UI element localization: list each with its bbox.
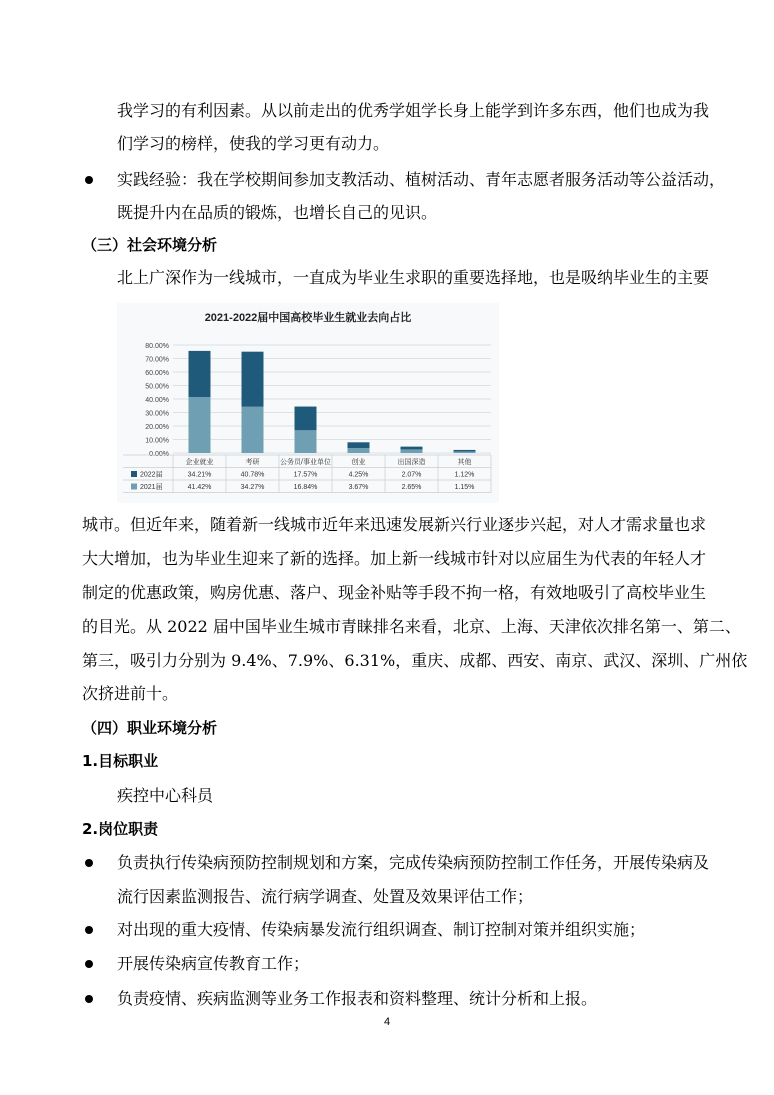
paragraph-line: 疾控中心科员 bbox=[117, 786, 214, 805]
paragraph-line: 北上广深作为一线城市，一直成为毕业生求职的重要选择地，也是吸纳毕业生的主要 bbox=[117, 268, 710, 287]
chart-svg bbox=[117, 303, 499, 503]
data-label-2021: 2.65% bbox=[401, 484, 422, 491]
section-heading: （四）职业环境分析 bbox=[82, 719, 218, 737]
bar-2022 bbox=[242, 352, 264, 407]
bullet-icon bbox=[85, 995, 93, 1003]
bar-2022 bbox=[401, 447, 423, 450]
y-tick-label: 0.00% bbox=[149, 451, 169, 458]
data-label-2021: 3.67% bbox=[348, 484, 369, 491]
chart bbox=[117, 303, 499, 503]
legend-swatch bbox=[131, 471, 137, 477]
y-tick-label: 40.00% bbox=[145, 397, 169, 404]
data-label-2021: 34.27% bbox=[240, 484, 265, 491]
paragraph-line: 次挤进前十。 bbox=[82, 684, 179, 703]
y-tick-label: 30.00% bbox=[145, 410, 169, 418]
data-label-2021: 41.42% bbox=[187, 484, 212, 491]
category-label: 出国深造 bbox=[397, 459, 426, 466]
page-number: 4 bbox=[383, 1016, 391, 1028]
paragraph-line: 第三，吸引力分别为 9.4%、7.9%、6.31%，重庆、成都、西安、南京、武汉、深圳、广州依 bbox=[82, 651, 748, 670]
paragraph-line: 城市。但近年来，随着新一线城市近年来迅速发展新兴行业逐步兴起，对人才需求量也求 bbox=[82, 515, 707, 534]
bullet-icon bbox=[85, 960, 93, 968]
category-label: 其他 bbox=[457, 459, 472, 466]
paragraph-line: 我学习的有利因素。从以前走出的优秀学姐学长身上能学到许多东西，他们也成为我 bbox=[117, 101, 710, 120]
bar-2021 bbox=[189, 397, 211, 453]
paragraph-line: 的目光。从 2022 届中国毕业生城市青睐排名来看，北京、上海、天津依次排名第一、第二、 bbox=[82, 617, 741, 636]
subsection-heading: 2.岗位职责 bbox=[82, 820, 159, 838]
paragraph-line: 们学习的榜样，使我的学习更有动力。 bbox=[117, 134, 390, 153]
bullet-icon bbox=[85, 176, 93, 184]
y-tick-label: 20.00% bbox=[145, 424, 169, 431]
bullet-item: 负责疫情、疾病监测等业务工作报表和资料整理、统计分析和上报。 bbox=[117, 989, 598, 1008]
y-tick-label: 80.00% bbox=[145, 343, 169, 350]
legend-swatch bbox=[131, 484, 137, 490]
y-tick-label: 10.00% bbox=[145, 437, 169, 445]
y-tick-label: 50.00% bbox=[145, 383, 169, 391]
bullet-icon bbox=[85, 926, 93, 934]
y-tick-label: 70.00% bbox=[145, 356, 169, 364]
bar-2022 bbox=[454, 450, 476, 452]
bar-2021 bbox=[295, 430, 317, 453]
data-label-2022: 2.07% bbox=[401, 471, 422, 479]
legend-label: 2021届 bbox=[140, 484, 163, 491]
section-heading: （三）社会环境分析 bbox=[82, 236, 218, 254]
bar-2021 bbox=[242, 407, 264, 453]
bullet-item: 流行因素监测报告、流行病学调查、处置及效果评估工作； bbox=[117, 887, 534, 906]
category-label: 考研 bbox=[245, 459, 260, 466]
subsection-heading: 1.目标职业 bbox=[82, 752, 159, 770]
bar-2022 bbox=[189, 351, 211, 397]
bullet-item: 开展传染病宣传教育工作； bbox=[117, 954, 310, 973]
bar-2022 bbox=[348, 442, 370, 448]
bar-2021 bbox=[454, 451, 476, 453]
data-label-2022: 17.57% bbox=[293, 471, 318, 479]
category-label: 企业就业 bbox=[185, 459, 214, 466]
category-label: 创业 bbox=[351, 459, 366, 466]
bar-2022 bbox=[295, 407, 317, 431]
data-label-2021: 16.84% bbox=[293, 484, 318, 491]
y-tick-label: 60.00% bbox=[145, 370, 169, 377]
data-label-2021: 1.15% bbox=[454, 484, 475, 491]
bullet-item: 既提升内在品质的锻炼，也增长自己的见识。 bbox=[117, 203, 438, 222]
data-label-2022: 40.78% bbox=[240, 471, 265, 479]
paragraph-line: 大大增加，也为毕业生迎来了新的选择。加上新一线城市针对以应届生为代表的年轻人才 bbox=[82, 549, 707, 568]
data-label-2022: 4.25% bbox=[348, 471, 369, 479]
bullet-icon bbox=[85, 859, 93, 867]
bullet-item: 负责执行传染病预防控制规划和方案，完成传染病预防控制工作任务，开展传染病及 bbox=[117, 853, 710, 872]
bar-2021 bbox=[348, 448, 370, 453]
paragraph-line: 制定的优惠政策，购房优惠、落户、现金补贴等手段不拘一格，有效地吸引了高校毕业生 bbox=[82, 583, 707, 602]
data-label-2022: 34.21% bbox=[187, 471, 212, 479]
category-label: 公务员/事业单位 bbox=[280, 459, 331, 466]
bullet-item: 实践经验：我在学校期间参加支教活动、植树活动、青年志愿者服务活动等公益活动， bbox=[117, 170, 726, 189]
chart-title: 2021-2022届中国高校毕业生就业去向占比 bbox=[204, 312, 412, 324]
bullet-item: 对出现的重大疫情、传染病暴发流行组织调查、制订控制对策并组织实施； bbox=[117, 920, 646, 939]
bar-2021 bbox=[401, 449, 423, 453]
legend-label: 2022届 bbox=[140, 471, 163, 479]
data-label-2022: 1.12% bbox=[454, 471, 475, 479]
